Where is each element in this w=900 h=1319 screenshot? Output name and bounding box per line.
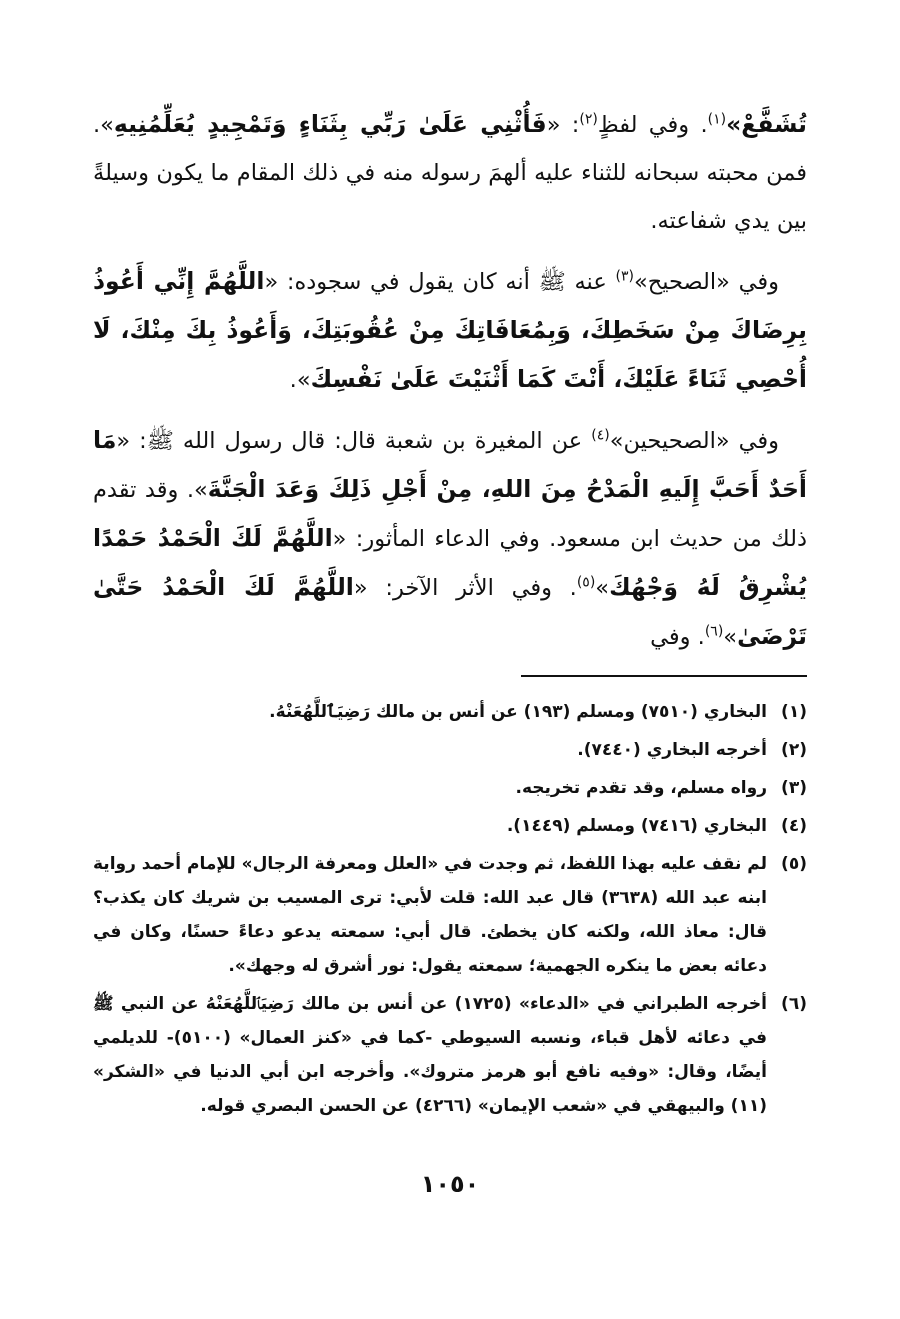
text-fragment: وفي «الصحيحين» [609,428,779,454]
footnote-number: (١) [781,702,807,722]
text-fragment: عن المغيرة بن شعبة قال: قال رسول الله ﷺ: « [116,428,592,454]
text-fragment: . وفي [650,624,705,650]
footnote-item [93,733,807,767]
footnotes-section [93,695,807,1123]
hadith-quote: مَا أَحَدٌ أَحَبَّ إِلَيهِ الْمَدْحُ مِنَ اللهِ، مِنْ أَجْلِ ذَلِكَ وَعَدَ الْجَنَّةَ [93,426,807,503]
footnote-number: (٢) [781,740,807,760]
footnote-ref-1[interactable]: (١) [707,111,727,128]
footnote-text: لم نقف عليه بهذا اللفظ، ثم وجدت في «العلل ومعرفة الرجال» للإمام أحمد رواية ابنه عبد الله (٣٦٣٨) قال عبد الله: قلت لأبي: ترى المسيب بن شريك كان يكذب؟ قال: معاذ الله، ولكنه كان يخطئ. قال أبي: سمعته يدعو دعاءً حسنًا، وكان في دعائه بعض ما ينكره الجهمية؛ سمعته يقول: نور أشرق له وجهك». [93,854,767,976]
footnote-number: (٣) [781,778,807,798]
footnote-number: (٥) [781,854,807,874]
footnote-ref-4[interactable]: (٤) [591,427,610,444]
text-fragment: : « [546,112,580,138]
footnote-text: أخرجه الطبراني في «الدعاء» (١٧٢٥) عن أنس بن مالك رَضِيَٱللَّهُعَنْهُ عن النبي ﷺ في دعائه لأهل قباء، ونسبه السيوطي -كما في «كنز العمال» (٥١٠٠)- للديلمي أيضًا، وقال: «وفيه نافع أبو هرمز متروك». وأخرجه ابن أبي الدنيا في «الشكر» (١١) والبيهقي في «شعب الإيمان» (٤٢٦٦) عن الحسن البصري قوله. [93,994,767,1116]
footnote-item [93,695,807,729]
text-fragment: » [595,575,610,601]
footnote-number: (٦) [781,994,807,1014]
footnote-number: (٤) [781,816,807,836]
footnote-divider [521,675,807,677]
footnote-text: أخرجه البخاري (٧٤٤٠). [577,740,767,760]
book-page [93,100,807,1127]
page-number: ١٠٥٠ [420,1170,480,1198]
footnote-text: البخاري (٧٥١٠) ومسلم (١٩٣) عن أنس بن مالك رَضِيَٱللَّهُعَنْهُ. [269,702,767,722]
footnote-text: البخاري (٧٤١٦) ومسلم (١٤٤٩). [506,816,767,836]
main-text [93,100,807,661]
footnote-item [93,847,807,983]
quote-fragment: تُشَفَّعْ» [726,110,808,138]
dua-quote: اللَّهُمَّ لَكَ الْحَمْدُ حَتَّىٰ تَرْضَىٰ [93,573,807,650]
text-fragment: ». [289,367,311,393]
dua-quote: اللَّهُمَّ لَكَ الْحَمْدُ حَمْدًا يُشْرِقُ لَهُ وَجْهُكَ [93,524,807,601]
text-fragment: » [723,624,738,650]
paragraph-1 [93,100,807,245]
text-fragment: . وفي لفظٍ [597,112,708,138]
footnote-ref-2[interactable]: (٢) [579,111,598,128]
footnote-ref-3[interactable]: (٣) [615,268,634,285]
paragraph-2 [93,257,807,404]
text-fragment: وفي «الصحيح» [633,269,780,295]
footnote-text: رواه مسلم، وقد تقدم تخريجه. [515,778,767,798]
hadith-quote: فَأُثْنِي عَلَىٰ رَبِّي بِثَنَاءٍ وَتَمْجِيدٍ يُعَلِّمُنِيهِ [113,110,547,138]
paragraph-3 [93,416,807,661]
footnote-ref-6[interactable]: (٦) [704,623,724,640]
text-fragment: ». وقد تقدم ذلك من حديث ابن مسعود. وفي الدعاء المأثور: « [93,477,807,552]
footnote-item [93,771,807,805]
text-fragment: ». فمن محبته سبحانه للثناء عليه ألهمَ رسوله منه في ذلك المقام ما يكون وسيلةً بين يدي شفاعته. [93,112,807,234]
footnote-item [93,809,807,843]
text-fragment: عنه ﷺ أنه كان يقول في سجوده: « [264,269,616,295]
text-fragment: . وفي الأثر الآخر: « [353,575,577,601]
footnote-ref-5[interactable]: (٥) [576,574,596,591]
hadith-quote: اللَّهُمَّ إِنِّي أَعُوذُ بِرِضَاكَ مِنْ سَخَطِكَ، وَبِمُعَافَاتِكَ مِنْ عُقُوبَتِكَ، وَأَعُوذُ بِكَ مِنْكَ، لَا أُحْصِي ثَنَاءً عَلَيْكَ، أَنْتَ كَمَا أَثْنَيْتَ عَلَىٰ نَفْسِكَ [93,267,807,393]
footnote-item [93,987,807,1123]
